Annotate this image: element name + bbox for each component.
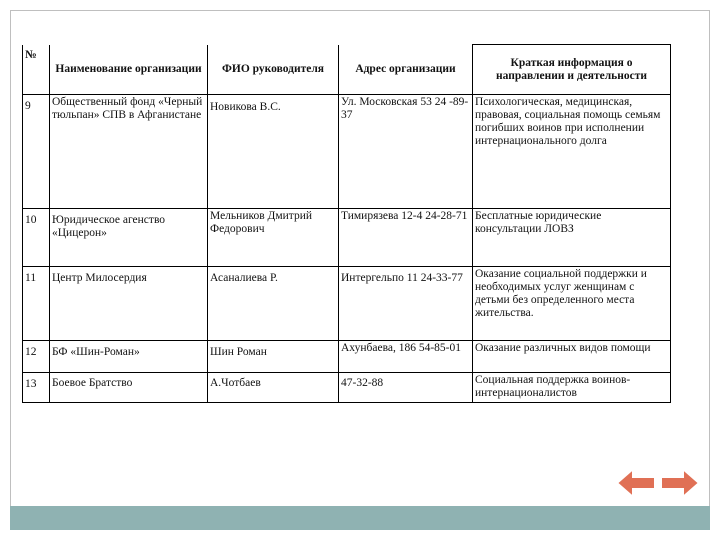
cell-address: Интергельпо 11 24-33-77: [339, 267, 473, 341]
cell-head: Асаналиева Р.: [208, 267, 339, 341]
header-info: Краткая информация о направлении и деятельности: [473, 45, 671, 95]
table-row: [23, 341, 671, 373]
cell-address: Ул. Московская 53 24 -89-37: [339, 95, 473, 209]
cell-info: Психологическая, медицинская, правовая, социальная помощь семьям погибших воинов при исполнении интернационального долга: [473, 95, 671, 209]
cell-name: Центр Милосердия: [50, 267, 208, 341]
header-num: №: [23, 45, 50, 95]
table-row: [23, 209, 671, 267]
cell-num: 13: [23, 373, 50, 403]
cell-info: Оказание различных видов помощи: [473, 341, 671, 373]
bottom-bar: [10, 506, 710, 530]
next-button[interactable]: [661, 469, 699, 497]
header-address: Адрес организации: [339, 45, 473, 95]
cell-name: Боевое Братство: [50, 373, 208, 403]
cell-head: Новикова В.С.: [208, 95, 339, 209]
arrow-right-icon: [661, 469, 699, 497]
cell-name: БФ «Шин-Роман»: [50, 341, 208, 373]
header-head: ФИО руководителя: [208, 45, 339, 95]
cell-address: 47-32-88: [339, 373, 473, 403]
cell-info: Бесплатные юридические консультации ЛОВЗ: [473, 209, 671, 267]
header-name: Наименование организации: [50, 45, 208, 95]
arrow-left-icon: [617, 469, 655, 497]
cell-num: 10: [23, 209, 50, 267]
cell-info: Социальная поддержка воинов-интернационалистов: [473, 373, 671, 403]
cell-info: Оказание социальной поддержки и необходимых услуг женщинам с детьми без определенного места жительства.: [473, 267, 671, 341]
cell-name: Общественный фонд «Черный тюльпан» СПВ в Афганистане: [50, 95, 208, 209]
cell-head: Шин Роман: [208, 341, 339, 373]
prev-button[interactable]: [617, 469, 655, 497]
cell-address: Ахунбаева, 186 54-85-01: [339, 341, 473, 373]
table-row: [23, 267, 671, 341]
organizations-table: [22, 44, 671, 403]
table-row: [23, 373, 671, 403]
cell-num: 12: [23, 341, 50, 373]
cell-num: 9: [23, 95, 50, 209]
cell-num: 11: [23, 267, 50, 341]
cell-head: А.Чотбаев: [208, 373, 339, 403]
cell-head: Мельников Дмитрий Федорович: [208, 209, 339, 267]
table-row: [23, 95, 671, 209]
slide-navigation: [613, 463, 703, 503]
cell-address: Тимирязева 12-4 24-28-71: [339, 209, 473, 267]
table-header-row: [23, 45, 671, 95]
cell-name: Юридическое агенство «Цицерон»: [50, 209, 208, 267]
